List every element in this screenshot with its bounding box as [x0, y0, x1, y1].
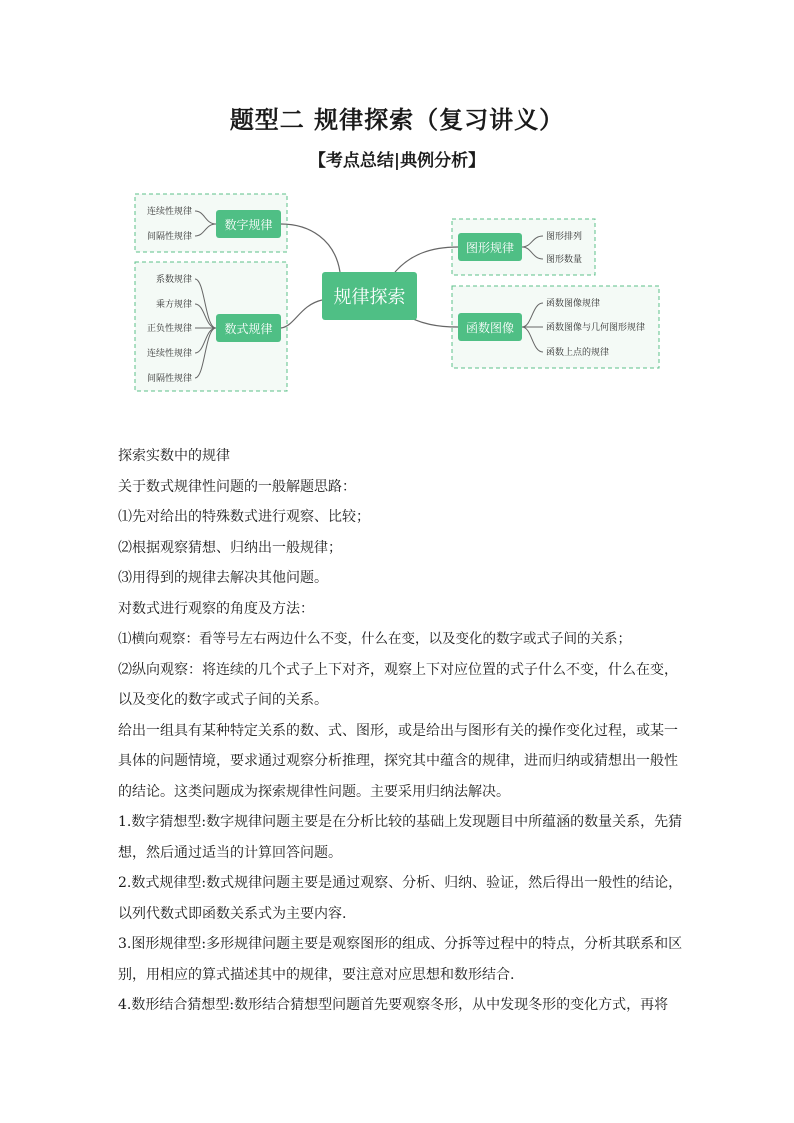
branch-node-label: 函数图像	[465, 321, 515, 335]
body-text	[118, 441, 688, 1021]
paragraph: 1.数字猜想型:数字规律问题主要是在分析比较的基础上发现题目中所蕴涵的数量关系，先猜想，然后通过适当的计算回答问题。	[118, 814, 683, 861]
leaf-label: 函数图像规律	[546, 299, 601, 309]
paragraph: ⑵根据观察猜想、归纳出一般规律；	[118, 539, 342, 556]
leaf-label: 间隔性规律	[146, 374, 192, 384]
leaf-label: 间隔性规律	[146, 232, 192, 242]
leaf-label: 系数规律	[155, 275, 192, 285]
leaf-label: 正负性规律	[146, 324, 192, 334]
paragraph: 2.数式规律型:数式规律问题主要是通过观察、分析、归纳、验证，然后得出一般性的结论，以列代数式即函数关系式为主要内容.	[118, 875, 683, 922]
leaf-label: 连续性规律	[146, 207, 192, 217]
paragraph: ⑴先对给出的特殊数式进行观察、比较；	[118, 509, 370, 525]
paragraph: ⑴横向观察：看等号左右两边什么不变，什么在变，以及变化的数字或式子间的关系；	[118, 631, 631, 647]
branch-node-label: 图形规律	[465, 241, 515, 255]
paragraph: ⑵纵向观察：将连续的几个式子上下对齐，观察上下对应位置的式子什么不变，什么在变，以及变化的数字或式子间的关系。	[118, 661, 678, 708]
mind-map-diagram	[0, 0, 794, 420]
leaf-label: 函数图像与几何图形规律	[546, 323, 646, 333]
paragraph: 对数式进行观察的角度及方法：	[118, 600, 314, 617]
leaf-label: 乘方规律	[155, 300, 192, 310]
page-title: 题型二 规律探索（复习讲义）	[229, 105, 565, 134]
page-subtitle: 【考点总结|典例分析】	[308, 151, 486, 171]
connector-line	[395, 247, 458, 272]
leaf-label: 图形排列	[546, 232, 583, 242]
paragraph: 4.数形结合猜想型:数形结合猜想型问题首先要观察冬形，从中发现冬形的变化方式，再将	[118, 997, 669, 1013]
branch-node-label: 数字规律	[224, 218, 273, 232]
paragraph: 关于数式规律性问题的一般解题思路：	[118, 478, 356, 495]
paragraph: 给出一组具有某种特定关系的数、式、图形，或是给出与图形有关的操作变化过程，或某一具体的问题情境，要求通过观察分析推理，探究其中蕴含的规律，进而归纳或猜想出一般性的结论。这类问题成为探索规律性问题。主要采用归纳法解决。	[118, 722, 678, 800]
leaf-label: 图形数量	[546, 255, 583, 265]
paragraph: ⑶用得到的规律去解决其他问题。	[118, 570, 328, 586]
leaf-label: 连续性规律	[146, 349, 192, 359]
section-heading: 探索实数中的规律	[118, 448, 230, 464]
branch-node-label: 数式规律	[224, 322, 273, 336]
connector-line	[281, 224, 340, 272]
center-node-label: 规律探索	[333, 287, 406, 308]
paragraph: 3.图形规律型:多形规律问题主要是观察图形的组成、分拆等过程中的特点，分析其联系和区别，用相应的算式描述其中的规律，要注意对应思想和数形结合.	[118, 936, 683, 983]
leaf-label: 函数上点的规律	[546, 348, 610, 358]
